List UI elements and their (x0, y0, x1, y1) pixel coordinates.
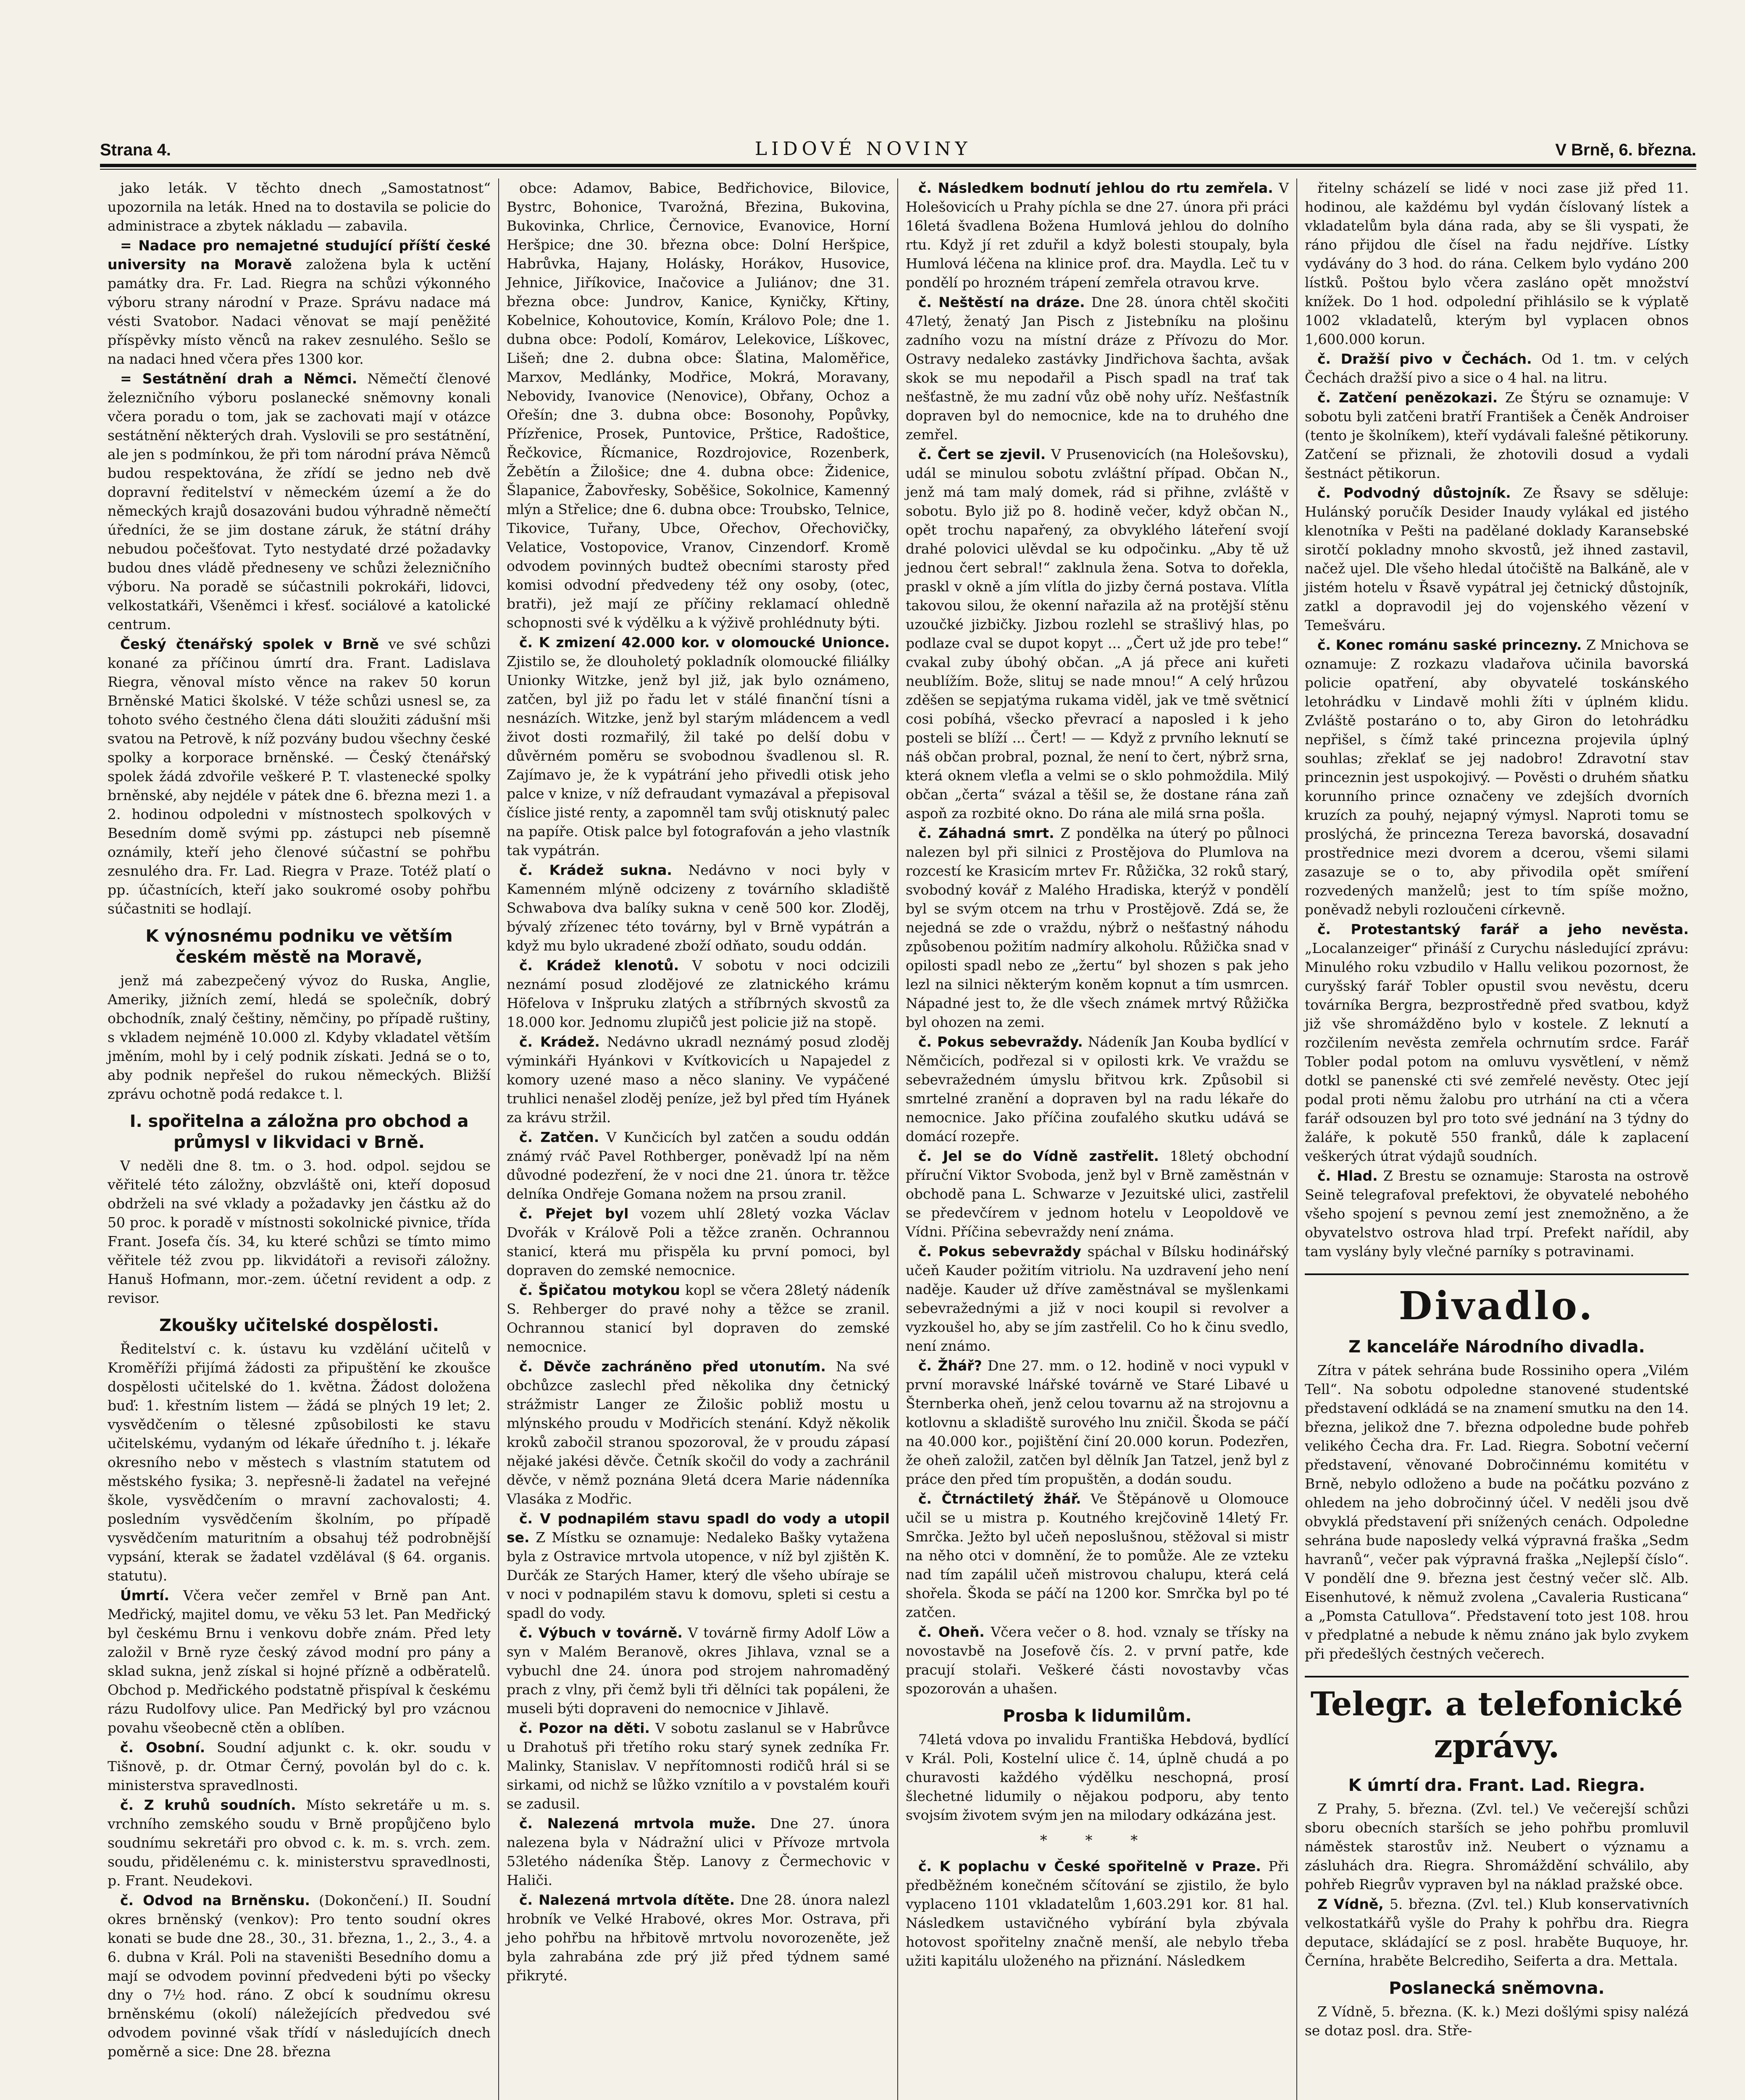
article-paragraph (906, 1356, 1289, 1488)
article-text: Z Brestu se oznamuje: Starosta na ostrově Seině telegrafoval prefektovi, že obyvatelé nebohého všeho spojení s pevnou zemí jest znemožněno, a že obyvatelstvo ostrova hlad trpí. Prefekt nařídil, aby tam vyslány byly vlečné parníky s potravinami. (1305, 1168, 1689, 1260)
article-text: Místo sekretáře u m. s. vrchního zemského soudu v Brně propůjčeno bylo soudnímu sekretáři pro obvod c. k. m. s. vrch. zem. soudu, přidělenému c. k. ministerstvu spravedlnosti, p. Frant. Neudekovi. (108, 1797, 491, 1889)
article-paragraph (507, 956, 890, 1032)
column-1 (100, 178, 499, 2100)
article-text: V Holešovicích u Prahy píchla se dne 27. února při práci 16letá švadlena Božena Humlová jehlou do dolního rtu. Když jí ret zduřil a když bolesti stoupaly, byla Humlová léčena na klinice prof. dra. Maydla. Leč tu v pondělí po hrozném trápení zemřela otravou krve. (906, 180, 1289, 291)
article-paragraph (906, 1489, 1289, 1622)
article-headline: č. Oheň. (918, 1624, 985, 1640)
article-paragraph (507, 861, 890, 955)
section-title-telegr: Telegr. a telefonické zprávy. (1305, 1676, 1689, 1767)
article-headline: č. Špičatou motykou (519, 1282, 680, 1298)
article-paragraph (507, 1128, 890, 1203)
article-section-heading: Prosba k lidumilům. (1003, 1706, 1192, 1726)
article-headline: č. Osobní. (120, 1739, 205, 1756)
article-text: V továrně firmy Adolf Löw a syn v Malém Beranově, okres Jihlava, vznal se a vybuchl dne 24. února pod strojem nahromaděný prach z vlny, při čemž byli tři dělníci tak popáleni, že museli býti dopraveni do nemocnice v Jihlavě. (507, 1625, 890, 1717)
dateline: V Brně, 6. března. (1555, 141, 1696, 159)
column-2 (499, 178, 898, 2100)
article-text: Dne 28. února chtěl skočiti 47letý, ženatý Jan Pisch z Jistebníku na plošinu zadního vozu na místní dráze z Přívozu do Mor. Ostravy nedaleko zastávky Jindřichova šachta, avšak skok se mu nepodařil a Pisch spadl na trať tak nešťastně, že mu zadní vůz obě nohy uříz. Nešťastník dopraven byl do nemocnice, kde na to druhého dne zemřel. (906, 294, 1289, 443)
article-text: V sobotu v noci odcizili neznámí posud zlodějové ze zlatnického krámu Höfelova v Inšpruku zlatých a stříbrných skvostů za 18.000 kor. Jednomu zlupičů jest policie již na stopě. (507, 957, 890, 1030)
header-rule (100, 164, 1696, 167)
article-paragraph (507, 1890, 890, 1985)
article-headline: č. Krádež klenotů. (519, 957, 679, 974)
article-paragraph (1305, 349, 1689, 387)
article-text: Němečtí členové železničního výboru poslanecké sněmovny konali včera poradu o tom, jak se zachovati mají v otázce sestátnění některých drah. Vyslovili se pro sestátnění, ale jen s podmínkou, že při tom národní práva Němců budou respektována, že zřídí se jedno neb dvě dopravní ředitelství v německém území a že do německých krajů dosazováni budou výhradně němečtí úředníci, že se jim dostane záruk, že státní dráhy nebudou počešťovat. Tyto nestydaté drzé požadavky budou dnes vládě předneseny ve schůzi železničního výboru. Na poradě se súčastnili pokrokáři, lidovci, velkostatkáři, Všeněmci i křesť. sociálové a katolické centrum. (108, 370, 491, 633)
article-text: V Prusenovicích (na Holešovsku), udál se minulou sobotu zvláštní případ. Občan N., jenž má tam malý domek, rád si přihne, zvláště v sobotu. Bylo již po 8. hodině večer, když občan N., opět trochu napařený, za obvyklého láteření svojí drahé polovici ulěvdal se ku odpočinku. „Aby tě už jednou čert sebral!“ zaklnula žena. Sotva to dořekla, praskl v okně a jím vlítla do jizby černá postava. Vlítla takovou silou, že okenní nařazila až na protější stěnu uzoučké jizbičky. Jizbou rozlehl se strašlivý hlas, po podlaze cval se dupot kopyt ... „Čert už jde pro tebe!“ cvakal zuby úbohý občan. „A já přece ani kuřeti neublížím. Bože, slituj se nade mnou!“ A celý hrůzou zděšen se sepjatýma rukama viděl, jak ve tmě světnicí cosi pobíhá, všecko převrací a naposled i k jeho posteli se blíží ... Čert! — — Když z prvního leknutí se náš občan probral, poznal, že není to čert, nýbrž srna, která oknem vleťla a velmi se o sklo pohmoždila. Milý občan „čerta“ svázal a těšil se, že dostane rána zaň aspoň za rozbité okno. Do rána ale milá srna pošla. (906, 446, 1289, 822)
article-headline: č. Odvod na Brněnsku. (120, 1892, 310, 1908)
article-headline: č. Neštěstí na dráze. (918, 294, 1085, 310)
article-paragraph (1305, 178, 1689, 349)
article-headline: č. Čert se zjevil. (918, 446, 1046, 462)
article-paragraph (507, 1719, 890, 1813)
article-headline: č. Žhář? (918, 1357, 982, 1374)
article-paragraph (906, 178, 1289, 292)
article-text: Nedávno ukradl neznámý posud zloděj výminkáři Hyánkovi v Kvítkovicích u Napajedel z komory uzené maso a něco slaniny. Ve vypáčené truhlici nenašel zloděj peníze, jež byl před tím Hyánek za krávu stržil. (507, 1034, 890, 1126)
article-paragraph (108, 1156, 491, 1307)
article-paragraph (1305, 1799, 1689, 1894)
article-text: V neděli dne 8. tm. o 3. hod. odpol. sejdou se věřitelé této záložny, obzvláště oni, kteří doposud obdrželi na své vklady a požadavky jen částku až do 50 proc. k poradě v místnosti sokolnické pivnice, třída Frant. Josefa čís. 34, ku které schůzi se tímto mimo věřitele též zvou pp. likvidátoři a revisoři záložny. Hanuš Hofmann, mor.-zem. účetní revident a odp. z revisor. (108, 1158, 491, 1306)
article-paragraph (906, 445, 1289, 823)
article-text: Od 1. tm. v celých Čechách dražší pivo a sice o 4 hal. na litru. (1305, 351, 1689, 386)
article-text: (Dokončení.) II. Soudní okres brněnský (venkov): Pro tento soudní okres konati se bude dne 28., 30., 31. března, 1., 2., 3., 4. a 6. dubna v Král. Poli na staveništi Besedního domu a mají se odvodem povinní předvedeni býti po všecky dny o 7½ hod. ráno. Z obcí k soudnímu okresu brněnskému (okolí) náležejících předvedou své odvodem povinné však třídí v následujících dnech poměrně a sice: Dne 28. března (108, 1892, 491, 2060)
article-text: Dne 27. mm. o 12. hodině v noci vypukl v první moravské lnářské továrně ve Staré Libavé u Šternberka oheň, jenž celou tovarnu až na strojovnu a kotlovnu a skladiště surového lnu zničil. Škoda se páčí na 40.000 kor., pojištění činí 20.000 korun. Podezřen, že oheň založil, zatčen byl dělník Jan Tatzel, jenž byl z práce den před tím propuštěn, a dodán soudu. (906, 1357, 1289, 1487)
article-text: „Localanzeiger“ přináší z Curychu následující zprávu: Minulého roku vzbudilo v Hallu velikou pozornost, že curyšský farář Tobler opustil svou nevěstu, dceru továrníka Bergra, bezprostředně před svatbou, když již vše shromážděno bylo v kostele. Z leknutí a rozčilením nevěsta zemřela ochrnutím srdce. Farář Tobler podal potom na omluvu vysvětlení, v němž dotkl se panenské cti své zemřelé nevěsty. Otec její podal proti němu žalobu pro utrhání na cti a včera farář odsouzen byl pro toto své jednání na 3 týdny do žaláře, k pokutě 550 franků, dále k zaplacení veškerých útrat výdajů soudních. (1305, 940, 1689, 1164)
article-paragraph (108, 1796, 491, 1890)
article-headline: = Sestátnění drah a Němci. (120, 370, 357, 387)
article-headline: č. Pozor na děti. (519, 1720, 650, 1736)
article-text: jako leták. V těchto dnech „Samostatnost“ upozornila na leták. Hned na to dostavila se policie do administrace a zbytek nákladu — zabavila. (108, 180, 491, 234)
article-headline: č. Přejet byl (519, 1205, 629, 1222)
article-paragraph (906, 293, 1289, 444)
article-paragraph (507, 633, 890, 860)
article-headline: č. Hlad. (1317, 1168, 1378, 1184)
separator-stars: * * * (1040, 1832, 1155, 1849)
article-paragraph (906, 824, 1289, 1032)
article-headline: č. Z kruhů soudních. (120, 1797, 296, 1813)
article-text: Ze Řsavy se sděluje: Hulánský poručík Desider Inaudy vylákal ed jistého klenotníka v Pešti na padělané doklady Karansebské sirotčí pokladny mnoho skvostů, jež ihned zastavil, načež ujel. Dle všeho hledal útočiště na Balkáně, ale v jistém hotelu v Řsavě vypátral jej četnický důstojník, zatkl a dopravodil jej do vojenského vězení v Temešváru. (1305, 485, 1689, 633)
article-text: řitelny scházelí se lidé v noci zase již před 11. hodinou, ale každému byl vydán číslovaný lístek a vkladatelům byla dána rada, aby se šli vyspati, že ráno přijdou dle čísel na řadu nejdříve. Lístky vydávány do 3 hod. do rána. Celkem bylo vydáno 200 lístků. Poštou bylo včera zasláno opět množství knížek. Do 1 hod. odpolední přihlásilo se k výplatě 1002 vkladatelů, kterým byl vyplacen obnos 1,600.000 korun. (1305, 180, 1689, 347)
article-headline: č. Protestantský farář a jeho nevěsta. (1317, 921, 1689, 937)
article-paragraph (108, 1339, 491, 1585)
article-text: založena byla k uctění památky dra. Fr. Lad. Riegra na schůzi výkonného výboru strany národní v Praze. Správu nadace má vésti Svatobor. Nadaci věnovat se mají peněžité příspěvky místo věnců na rakev zesnulého. Sešlo se na nadaci hned včera přes 1300 kor. (108, 256, 491, 367)
article-paragraph (507, 1509, 890, 1622)
article-headline: Z Vídně, (1317, 1896, 1384, 1912)
article-headline: č. Krádež. (519, 1034, 600, 1050)
article-headline: č. Jel se do Vídně zastřelit. (918, 1148, 1159, 1164)
article-text: 18letý obchodní příruční Viktor Svoboda, jenž byl v Brně zaměstnán v obchodě pana L. Schwarze v Jezuitské ulici, zastřelil se předevčírem v jednom hotelu v Leopoldově ve Vídni. Příčina sebevraždy není známa. (906, 1148, 1289, 1240)
article-paragraph (507, 1814, 890, 1890)
article-section-heading: K úmrtí dra. Frant. Lad. Riegra. (1348, 1776, 1645, 1795)
article-paragraph (108, 369, 491, 634)
article-text: Ve Štěpánově u Olomouce učil se u mistra p. Koutného krejčovině 14letý Fr. Smrčka. Ježto byl učeň neposlušnou, stěžoval si mistr na něho otci v domnění, že to pomůže. Ale ze vzteku nad tím zapálil učeň mistrovou chalupu, která celá shořela. Škoda se páčí na 1200 kor. Smrčka byl po té zatčen. (906, 1491, 1289, 1620)
article-paragraph (507, 1357, 890, 1508)
article-text: ve své schůzi konané za příčinou úmrtí dra. Frant. Ladislava Riegra, věnoval místo věnce na rakev 50 korun Brněnské Matici školské. V téže schůzi usnesl se, za tohoto svého čestného člena dáti sloužiti zádušní mši svatou na Petrově, k níž pozvány budou všechny české spolky a korporace brněnské. — Český čtenářský spolek žádá zdvořile veškeré P. T. vlastenecké spolky brněnské, aby nejdéle v pátek dne 6. března mezi 1. a 2. hodinou odpoledni v místnostech spolkových v Besedním domě svými pp. zástupci neb písemně oznámily, kteří jeho členové súčastní se pohřbu zesnulého dra. Fr. Lad. Riegra v Praze. Totéž platí o pp. účastnících, kteří jako soukromé osoby pohřbu súčastniti se hodlají. (108, 636, 491, 917)
article-paragraph (108, 971, 491, 1103)
article-headline: č. Zatčení penězokazi. (1317, 389, 1498, 406)
article-headline: č. K zmizení 42.000 kor. v olomoucké Unionce. (519, 634, 890, 651)
article-text: Z Vídně, 5. března. (K. k.) Mezi došlými spisy nalézá se dotaz posl. dra. Stře- (1305, 2003, 1689, 2039)
article-text: Z Mnichova se oznamuje: Z rozkazu vladařova učinila bavorská policie opatření, aby obyvatelé toskánského letohrádku v Lindavě mohli žíti v úplném klidu. Zvláště postaráno o to, aby Giron do letohrádku nepřišel, s čímž také princezna projevila úplný souhlas; zřeklať se jej nadobro! Zdravotní stav princeznin jest uspokojivý. — Pověsti o druhém sňatku korunního prince označeny ve zdejších dvorních kruzích za pouhý, nejapný výmysl. Naproti tomu se proslýchá, že princezna Tereza bavorská, dosavadní prostřednice mezi dvorem a dcerou, všemi silami zasazuje se o to, aby přivodila opět smíření rozvedených manželů; jest to tím spíše možno, poněvadž nebyli rozloučeni církevně. (1305, 637, 1689, 918)
article-text: Nedávno v noci byly v Kamenném mlýně odcizeny z továrního skladiště Schwabova dva balíky sukna v ceně 500 kor. Zloděj, bývalý zřízenec této továrny, byl v Brně vypátrán a když mu bylo ukradené zboží odňato, soudu oddán. (507, 862, 890, 954)
article-headline: č. Nalezená mrtvola muže. (519, 1815, 756, 1832)
article-text: kopl se včera 28letý nádeník S. Rehberger do pravé nohy a těžce se zranil. Ochrannou stanicí byl dopraven do zemské nemocnice. (507, 1282, 890, 1355)
article-section-heading: I. spořitelna a záložna pro obchod a průmysl v likvidaci v Brně. (129, 1112, 469, 1152)
article-text: Z Prahy, 5. března. (Zvl. tel.) Ve večerejší schůzi sboru obecních starších se jeho pohřbu promluvil náměstek starostův inž. Neubert o významu a zásluhách dra. Riegra. Shromáždění schválilo, aby pohřeb Riegrův vypraven byl na náklad pražské obce. (1305, 1801, 1689, 1893)
article-text: Z Místku se oznamuje: Nedaleko Bašky vytažena byla z Ostravice mrtvola utopence, v níž byl zjištěn K. Durčák ze Starých Hamer, který dle všeho ubíraje se v noci v podnapilém stavu k domovu, spleti si cestu a spadl do vody. (507, 1529, 890, 1621)
page-number: Strana 4. (100, 141, 171, 159)
article-text: Soudní adjunkt c. k. okr. soudu v Tišnově, p. dr. Otmar Černý, povolán byl do c. k. ministerstva spravedlnosti. (108, 1739, 491, 1793)
article-headline: č. Pokus sebevraždy. (918, 1034, 1083, 1050)
article-paragraph (906, 1730, 1289, 1824)
article-headline: č. V podnapilém stavu spadl do vody a utopil se. (507, 1510, 890, 1546)
page-header (100, 122, 1696, 160)
article-text: Zítra v pátek sehrána bude Rossiniho opera „Vilém Tell“. Na sobotu odpoledne stanovené studentské představení odkládá se na znamení smutku na den 14. března, jelikož dne 7. března odpoledne bude pohřeb velikého Čecha dra. Fr. Lad. Riegra. Sobotní večerní představení, věnované Dobročinnému komitétu v Brně, nebylo odloženo a bude na počátku pozváno z ohledem na jeho dobročinný účel. V neděli jsou dvě obvyklá představení při snížených cenách. Odpoledne sehrána bude naposledy velká výpravná fraška „Sedm havranů“, večer pak výpravná fraška „Nejlepší číslo“. V pondělí dne 9. března jest čestný večer slč. Alb. Eisenhutové, k němuž zvolena „Cavaleria Rusticana“ a „Pomsta Catullova“. Představení toto jest 108. hrou v předplatné a nebude k němu znáno jak bylo zvykem při předešlých čestných večerech. (1305, 1362, 1689, 1662)
article-headline: Český čtenářský spolek v Brně (120, 636, 379, 652)
article-text: Z pondělka na úterý po půlnoci nalezen byl při silnici z Prostějova do Plumlova na rozcestí ke Krasicím mrtev Fr. Růžička, 32 roků starý, svobodný kovář z Malého Hradiska, kterýž v pondělí byl se svým otcem na trhu v Prostějově. Zdá se, že nejedná se zde o vraždu, nýbrž o nešťastný náhodu způsobenou požitím nadmíry alkoholu. Růžička snad v opilosti spadl nebo ze „žertu“ byl shozen s pak jeho lezl na silnici některým koněm kopnut a tím usmrcen. Nápadné jest to, že dle všech známek mrtvý Růžička byl ohozen na zemi. (906, 825, 1289, 1030)
article-paragraph (906, 1622, 1289, 1698)
article-text: vozem uhlí 28letý vozka Václav Dvořák v Králově Poli a těžce zraněn. Ochrannou stanicí, která mu přispěla ku první pomoci, byl dopraven do zemské nemocnice. (507, 1205, 890, 1278)
article-paragraph (507, 1032, 890, 1127)
article-paragraph (906, 1242, 1289, 1355)
section-title-divadlo: Divadlo. (1305, 1273, 1689, 1329)
article-paragraph (1305, 483, 1689, 635)
article-headline: č. Pokus sebevraždy (918, 1243, 1081, 1260)
article-paragraph (507, 1281, 890, 1356)
article-paragraph (906, 1857, 1289, 1970)
article-headline: č. Zatčen. (519, 1129, 599, 1145)
article-text: Ze Štýru se oznamuje: V sobotu byli zatčeni bratří František a Čeněk Androiser (tento je školníkem), kteří vydávali falešné pětikoruny. Zatčení se přiznali, že zhotovili dosud a vydali šestnáct pětikorun. (1305, 389, 1689, 481)
article-paragraph (1305, 635, 1689, 919)
article-headline: č. Podvodný důstojník. (1317, 485, 1511, 501)
article-headline: č. Nalezená mrtvola dítěte. (519, 1892, 735, 1908)
article-text: Zjistilo se, že dlouholetý pokladník olomoucké filiálky Unionky Witzke, jenž byl již, jak bylo oznámeno, zatčen, byl již po řadu let v stálé finanční tísni a nesnázích. Witzke, jenž byl starým mládencem a vedl život dosti rozmařilý, žil také po delší dobu v důvěrném poměru se svobodnou švadlenou sl. R. Zajímavo je, že k vypátrání jeho přivedli otisk jeho palce v knize, v níž defraudant vymazával a přepisoval číslice jisté renty, a zapomněl tam svůj otisknutý palec na papíře. Otisk palce byl fotografován a jeho vlastník tak vypátrán. (507, 653, 890, 858)
article-section-heading: Poslanecká sněmovna. (1389, 1979, 1605, 1998)
article-section-heading: K výnosnému podniku ve větším českém městě na Moravě, (145, 927, 453, 967)
article-headline: č. Děvče zachráněno před utonutím. (519, 1358, 826, 1375)
article-text: 5. března. (Zvl. tel.) Klub konservativních velkostatkářů vyšle do Prahy k pohřbu dra. Riegra deputace, skládající se z posl. hraběte Buquoye, hr. Černína, hraběte Belcrediho, Seiferta a dra. Mettala. (1305, 1896, 1689, 1969)
article-headline: č. Konec románu saské princezny. (1317, 637, 1582, 653)
article-text: Včera večer zemřel v Brně pan Ant. Medřický, majitel domu, ve věku 53 let. Pan Medřický byl českému Brnu i venkovu dobře znám. Před lety založil v Brně ryze český závod modní pro pány a sklad sukna, jenž získal si hojné přízně a odběratelů. Obchod p. Medřického podstatně přispíval k českému rázu Rudolfovy ulice. Pan Medřický byl pro vzácnou povahu všeobecně ctěn a oblíben. (108, 1587, 491, 1736)
column-4 (1297, 178, 1696, 2100)
columns (100, 178, 1696, 2100)
article-text: Dne 27. února nalezena byla v Nádražní ulici v Přívoze mrtvola 53letého nádeníka Štěp. Lanovy z Čermechovic v Haliči. (507, 1815, 890, 1888)
article-text: V Kunčicích byl zatčen a soudu oddán známý rváč Pavel Rothberger, poněvadž lpí na něm důvodné podezření, že v noci dne 21. února tr. těžce delníka Ondřeje Gomana nožem na prsou zranil. (507, 1129, 890, 1202)
article-headline: č. Následkem bodnutí jehlou do rtu zemřela. (918, 180, 1273, 196)
article-headline: č. Výbuch v továrně. (519, 1625, 683, 1641)
article-text: jenž má zabezpečený vývoz do Ruska, Anglie, Ameriky, jižních zemí, hledá se společník, dobrý obchodník, znalý češtiny, němčiny, po případě ruštiny, s vkladem nejméně 10.000 zl. Kdyby vkladatel větším jměním, mohl by i celý podnik získati. Jedná se o to, aby podnik nepřešel do rukou německých. Bližší zprávu ochotně podá redakce t. l. (108, 972, 491, 1102)
article-paragraph (108, 1738, 491, 1795)
article-paragraph (906, 1147, 1289, 1241)
article-paragraph (108, 1891, 491, 2061)
article-paragraph (108, 236, 491, 368)
article-text: Na své obchůzce zaslechl před několika dny četnický strážmistr Langer ze Žilošic pobliž mostu u mlýnského proudu v Modřicích stenání. Když několik kroků zabočil stranou spozoroval, že v proudu zápasí nějaké jakési děvče. Četník skočil do vody a zachránil děvče, v němž poznána 9letá dcera Marie nádenníka Vlasáka z Modřic. (507, 1358, 890, 1507)
article-headline: č. Krádež sukna. (519, 862, 672, 878)
article-text: Nádeník Jan Kouba bydlící v Němčicích, podřezal si v opilosti krk. Ve vraždu se sebevražedném úmyslu břitvou krk. Způsobil si smrtelné zranění a dopraven byl na radu lékaře do nemocnice. Jako příčina zoufalého skutku udává se domácí rozepře. (906, 1034, 1289, 1144)
column-3 (898, 178, 1297, 2100)
article-paragraph (1305, 1895, 1689, 1970)
article-text: Včera večer o 8. hod. vznaly se třísky na novostavbě na Josefově čís. 2. v první patře, kde pracují stolaři. Veškeré části novostavby včas spozorován a uhašen. (906, 1624, 1289, 1697)
article-paragraph (1305, 1361, 1689, 1663)
article-text: spáchal v Bílsku hodinářský učeň Kauder požitím vitriolu. Na uzdravení jeho není naděje. Kauder už dříve zaměstnával se myšlenkami sebevražednými a již v noci koupil si revolver a vyzkoušel ho, aby se jím zastřelil. Co ho k činu svedlo, není známo. (906, 1243, 1289, 1354)
article-text: Při předběžném konečném sčítování se zjistilo, že bylo vyplaceno 1101 vkladatelům 1,603.291 kor. 81 hal. Následkem ustavičného vybírání byla zbývala hotovost spořitelny značně menší, ale nebylo třeba užiti kapitálu uloženého na přiznání. Následkem (906, 1858, 1289, 1969)
article-paragraph (906, 1032, 1289, 1146)
article-headline: Úmrtí. (120, 1587, 170, 1604)
article-text: 74letá vdova po invalidu Františka Hebdová, bydlící v Král. Poli, Kostelní ulice č. 14, úplně chudá a po churavosti každého výdělku neschopná, prosí šlechetné lidumily o nějakou podporu, aby tento svojsím životem svým jen na milodary odkázána jest. (906, 1731, 1289, 1823)
article-text: V sobotu zaslanul se v Habrůvce u Drahotuš při třetího roku starý synek zedníka Fr. Malinky, Stanislav. V nepřítomnosti rodičů hrál si se sirkami, od nichž se lůžko vznítilo a v povstalém kouři se zadusil. (507, 1720, 890, 1812)
article-paragraph (507, 178, 890, 632)
article-section-heading: Zkoušky učitelské dospělosti. (159, 1316, 439, 1335)
article-text: Dne 28. února nalezl hrobník ve Velké Hrabové, okres Mor. Ostrava, při jeho pohřbu na hřbitově mrtvolu novorozeněte, jež byla zahrabána zde prý již před týdnem samé přikryté. (507, 1892, 890, 1984)
article-headline: č. Čtrnáctiletý žhář. (918, 1491, 1081, 1507)
header-rule-thin (100, 169, 1696, 170)
article-headline: č. Záhadná smrt. (918, 825, 1054, 841)
article-paragraph (1305, 2002, 1689, 2040)
article-paragraph (108, 635, 491, 918)
article-paragraph (1305, 1166, 1689, 1261)
article-paragraph (507, 1623, 890, 1718)
article-paragraph (108, 178, 491, 235)
masthead: LIDOVÉ NOVINY (754, 138, 972, 160)
article-paragraph (1305, 920, 1689, 1166)
article-headline: č. Dražší pivo v Čechách. (1317, 351, 1532, 367)
article-text: obce: Adamov, Babice, Bedřichovice, Bilovice, Bystrc, Bohonice, Tvarožná, Březina, Bukovina, Bukovinka, Chrlice, Černovice, Evanovice, Horní Heršpice; dne 30. března obce: Dolní Heršpice, Habrůvka, Hajany, Holásky, Horákov, Husovice, Jehnice, Jiříkovice, Inačovice a Juliánov; dne 31. března obce: Jundrov, Kanice, Kyničky, Křtiny, Kobelnice, Kohoutovice, Komín, Královo Pole; dne 1. dubna obce: Podolí, Komárov, Lelekovice, Líškovec, Lišeň; dne 2. dubna obce: Šlatina, Maloměřice, Marxov, Medlánky, Modřice, Mokrá, Moravany, Nebovidy, Ivanovice (Nenovice), Obřany, Ochoz a Ořešín; dne 3. dubna obce: Bosonohy, Popůvky, Přízřenice, Prosek, Puntovice, Prštice, Radoštice, Řečkovice, Řícmanice, Rozdrojovice, Rozenberk, Žebětín a Žilošice; dne 4. dubna obce: Židenice, Šlapanice, Žabovřesky, Soběšice, Sokolnice, Kamenný mlýn a Střelice; dne 6. dubna obce: Troubsko, Telnice, Tikovice, Tuřany, Ubce, Ořechov, Ořechovičky, Velatice, Vostopovice, Vranov, Cinzendorf. Kromě odvodem povinných budtež obecními starosty před komisi odvodní předvedeny též ony osoby, (otec, bratři), jež mají ze příčiny reklamací ohledně schopnosti své k výdělku a k výživě prohlédnuty býti. (507, 180, 890, 631)
article-paragraph (1305, 388, 1689, 483)
newspaper-page (100, 105, 1696, 2100)
article-headline: č. K poplachu v České spořitelně v Praze. (918, 1858, 1261, 1874)
article-headline: = Nadace pro nemajetné studující příští české university na Moravě (108, 237, 491, 273)
article-paragraph (507, 1204, 890, 1280)
article-text: Ředitelství c. k. ústavu ku vzdělání učitelů v Kroměříži přijímá žádosti za připuštění ke zkoušce dospělosti učitelské do 1. května. Žádost doložena buď: 1. křestním listem — žádá se plných 19 let; 2. vysvědčením o tělesné způsobilosti ke stavu učitelskému, vydaným od lékaře úředního t. j. lékaře okresního nebo v městech s vlastním statutem od městského fysika; 3. nepřesně-li žadatel na veřejné škole, vysvědčením o mravní zachovalosti; 4. posledním vysvědčením školním, po případě vysvědčením maturitním a obsahuj též podrobnější vypsání, kterak se žadatel vzdělával (§ 64. organis. statutu). (108, 1341, 491, 1584)
article-section-heading: Z kanceláře Národního divadla. (1348, 1337, 1645, 1357)
article-paragraph (108, 1586, 491, 1737)
